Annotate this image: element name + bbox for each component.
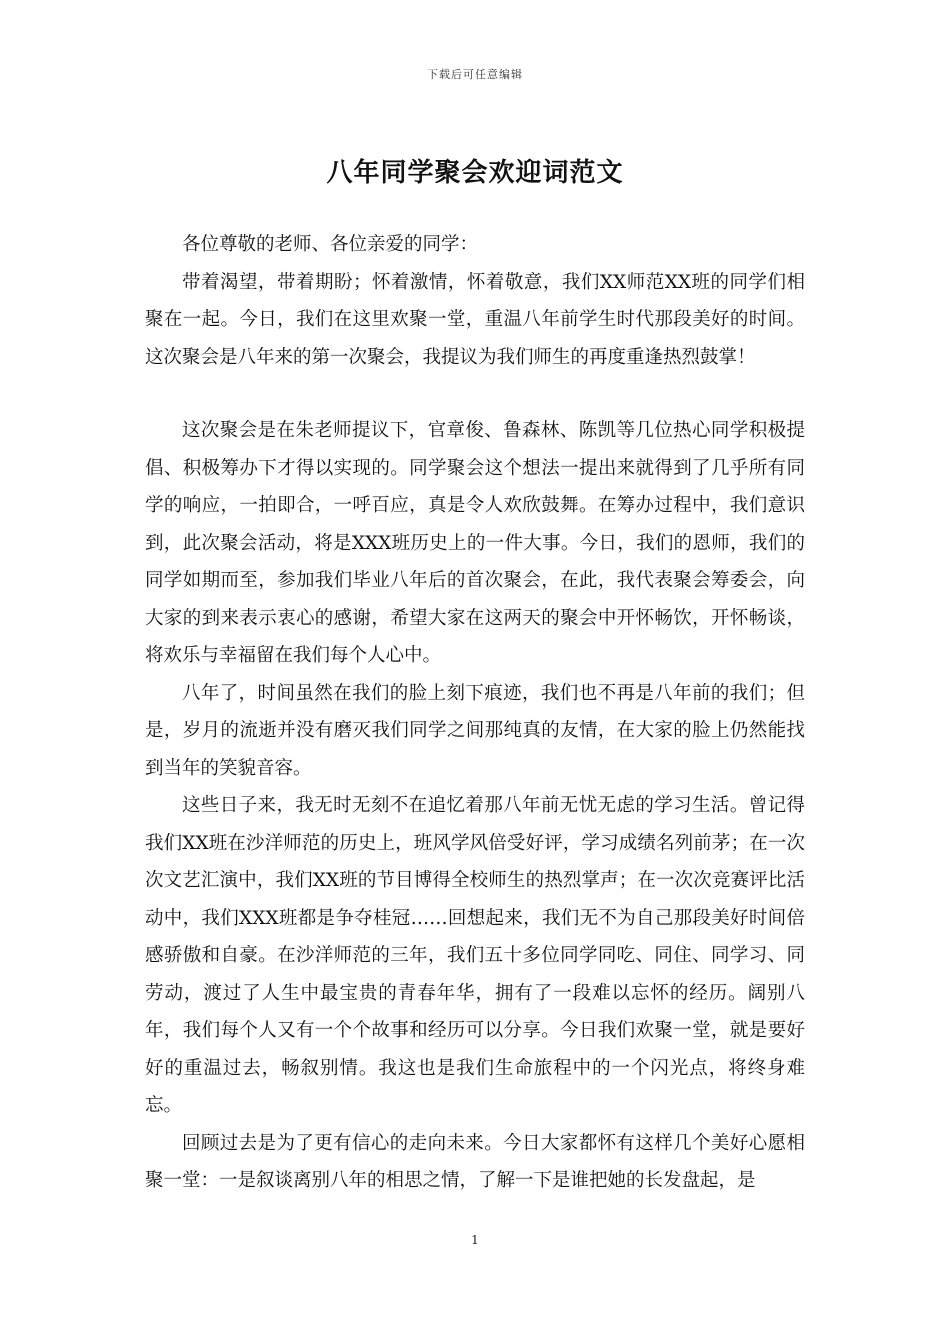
body-paragraph: 带着渴望，带着期盼；怀着激情，怀着敬意，我们XX师范XX班的同学们相聚在一起。今日，我们在这里欢聚一堂，重温八年前学生时代那段美好的时间。这次聚会是八年来的第一次聚会，我提议为我们师生的再度重逢热烈鼓掌！ xyxy=(145,271,805,368)
body-paragraph: 这次聚会是在朱老师提议下，官章俊、鲁森林、陈凯等几位热心同学积极提倡、积极筹办下才得以实现的。同学聚会这个想法一提出来就得到了几乎所有同学的响应，一拍即合，一呼百应，真是令人欢欣鼓舞。在筹办过程中，我们意识到，此次聚会活动，将是XXX班历史上的一件大事。今日，我们的恩师，我们的同学如期而至，参加我们毕业八年后的首次聚会，在此，我代表聚会筹委会，向大家的到来表示衷心的感谢，希望大家在这两天的聚会中开怀畅饮，开怀畅谈，将欢乐与幸福留在我们每个人心中。 xyxy=(145,420,805,666)
document-body xyxy=(145,226,805,1200)
body-paragraph: 回顾过去是为了更有信心的走向未来。今日大家都怀有这样几个美好心愿相聚一堂：一是叙谈离别八年的相思之情，了解一下是谁把她的长发盘起，是 xyxy=(145,1132,805,1191)
salutation-paragraph: 各位尊敬的老师、各位亲爱的同学： xyxy=(182,234,479,255)
body-paragraph: 这些日子来，我无时无刻不在追忆着那八年前无忧无虑的学习生活。曾记得我们XX班在沙洋师范的历史上，班风学风倍受好评，学习成绩名列前茅；在一次次文艺汇演中，我们XX班的节目博得全校师生的热烈掌声；在一次次竞赛评比活动中，我们XXX班都是争夺桂冠……回想起来，我们无不为自己那段美好时间倍感骄傲和自豪。在沙洋师范的三年，我们五十多位同学同吃、同住、同学习、同劳动，渡过了人生中最宝贵的青春年华，拥有了一段难以忘怀的经历。阔别八年，我们每个人又有一个个故事和经历可以分享。今日我们欢聚一堂，就是要好好的重温过去，畅叙别情。我这也是我们生命旅程中的一个闪光点，将终身难忘。 xyxy=(145,795,805,1116)
header-note: 下载后可任意编辑 xyxy=(427,68,523,81)
body-paragraph: 八年了，时间虽然在我们的脸上刻下痕迹，我们也不再是八年前的我们；但是，岁月的流逝并没有磨灭我们同学之间那纯真的友情，在大家的脸上仍然能找到当年的笑貌音容。 xyxy=(145,682,805,779)
document-title: 八年同学聚会欢迎词范文 xyxy=(326,158,624,188)
page-number: 1 xyxy=(471,1233,479,1247)
